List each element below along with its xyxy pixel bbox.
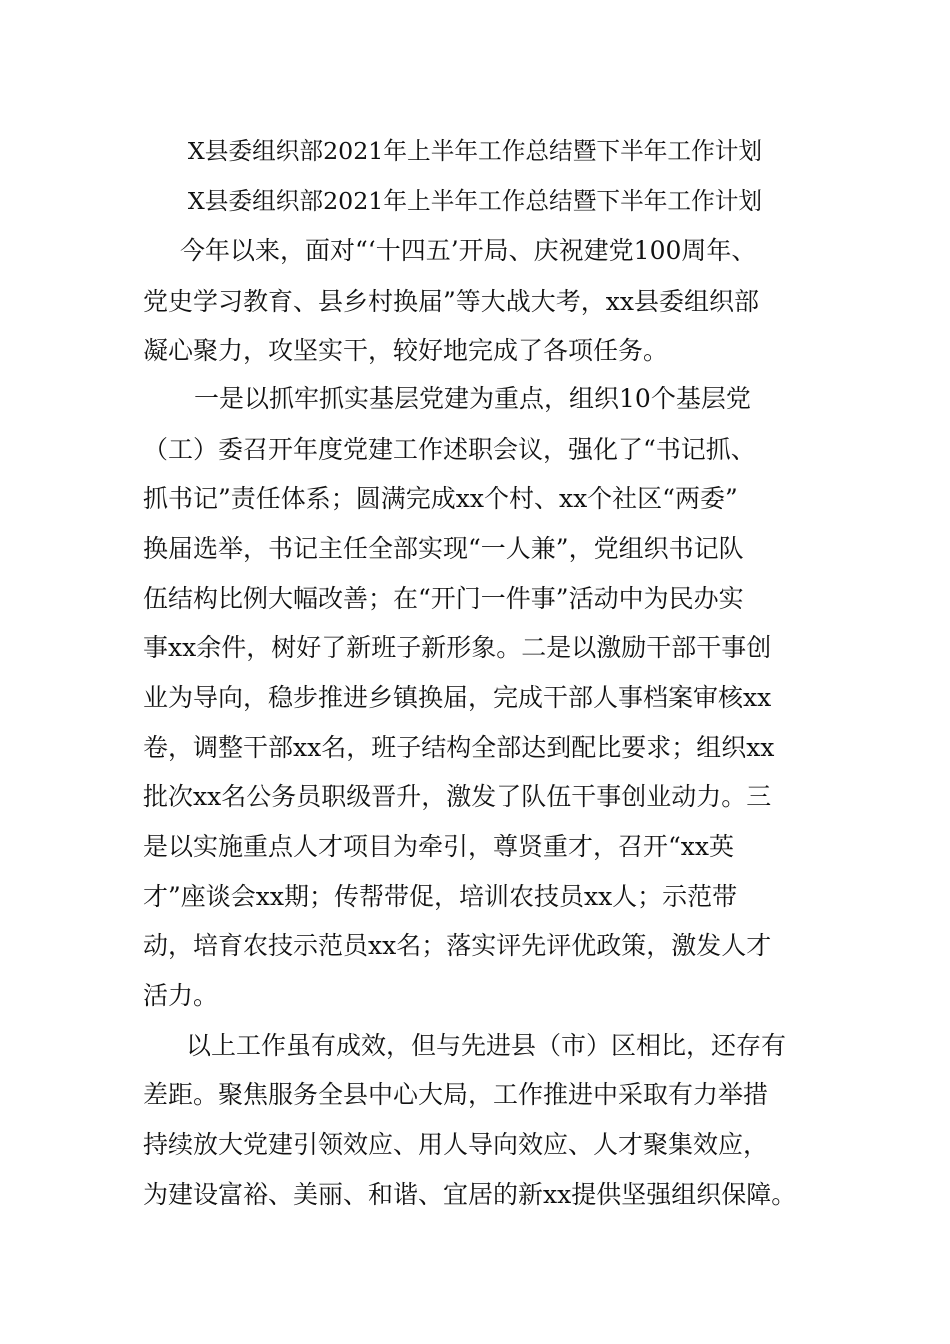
paragraph-2-line-11: 才”座谈会xx期；传帮带促，培训农技员xx人；示范带 <box>143 882 738 911</box>
paragraph-2-line-6: 事xx余件，树好了新班子新形象。二是以激励干部干事创 <box>143 633 772 662</box>
paragraph-2-line-9: 批次xx名公务员职级晋升，激发了队伍干事创业动力。三 <box>143 782 772 811</box>
paragraph-2-line-13: 活力。 <box>143 981 219 1010</box>
paragraph-1-line-3: 凝心聚力，攻坚实干，较好地完成了各项任务。 <box>143 336 669 365</box>
document-title-repeat: X县委组织部2021年上半年工作总结暨下半年工作计划 <box>187 187 763 215</box>
paragraph-2-line-12: 动，培育农技示范员xx名；落实评先评优政策，激发人才 <box>143 931 772 960</box>
paragraph-2-line-2: （工）委召开年度党建工作述职会议，强化了“书记抓、 <box>143 435 756 464</box>
paragraph-2-line-10: 是以实施重点人才项目为牵引，尊贤重才，召开“xx英 <box>143 832 734 861</box>
paragraph-3-line-3: 持续放大党建引领效应、用人导向效应、人才聚集效应， <box>143 1130 769 1159</box>
paragraph-2-line-8: 卷，调整干部xx名，班子结构全部达到配比要求；组织xx <box>143 733 775 762</box>
paragraph-2-line-5: 伍结构比例大幅改善；在“开门一件事”活动中为民办实 <box>143 584 744 613</box>
paragraph-3-line-2: 差距。聚焦服务全县中心大局，工作推进中采取有力举措 <box>143 1080 769 1109</box>
paragraph-2-line-1: 一是以抓牢抓实基层党建为重点，组织10个基层党 <box>194 384 751 413</box>
paragraph-1-line-1: 今年以来，面对“‘十四五’开局、庆祝建党100周年、 <box>180 236 757 265</box>
paragraph-2-line-7: 业为导向，稳步推进乡镇换届，完成干部人事档案审核xx <box>143 683 772 712</box>
paragraph-3-line-4: 为建设富裕、美丽、和谐、宜居的新xx提供坚强组织保障。 <box>143 1180 797 1209</box>
paragraph-1-line-2: 党史学习教育、县乡村换届”等大战大考，xx县委组织部 <box>143 287 759 316</box>
paragraph-3-line-1: 以上工作虽有成效，但与先进县（市）区相比，还存有 <box>186 1031 787 1060</box>
paragraph-2-line-3: 抓书记”责任体系；圆满完成xx个村、xx个社区“两委” <box>143 484 738 513</box>
document-title: X县委组织部2021年上半年工作总结暨下半年工作计划 <box>187 137 763 165</box>
paragraph-2-line-4: 换届选举，书记主任全部实现“一人兼”，党组织书记队 <box>143 534 744 563</box>
